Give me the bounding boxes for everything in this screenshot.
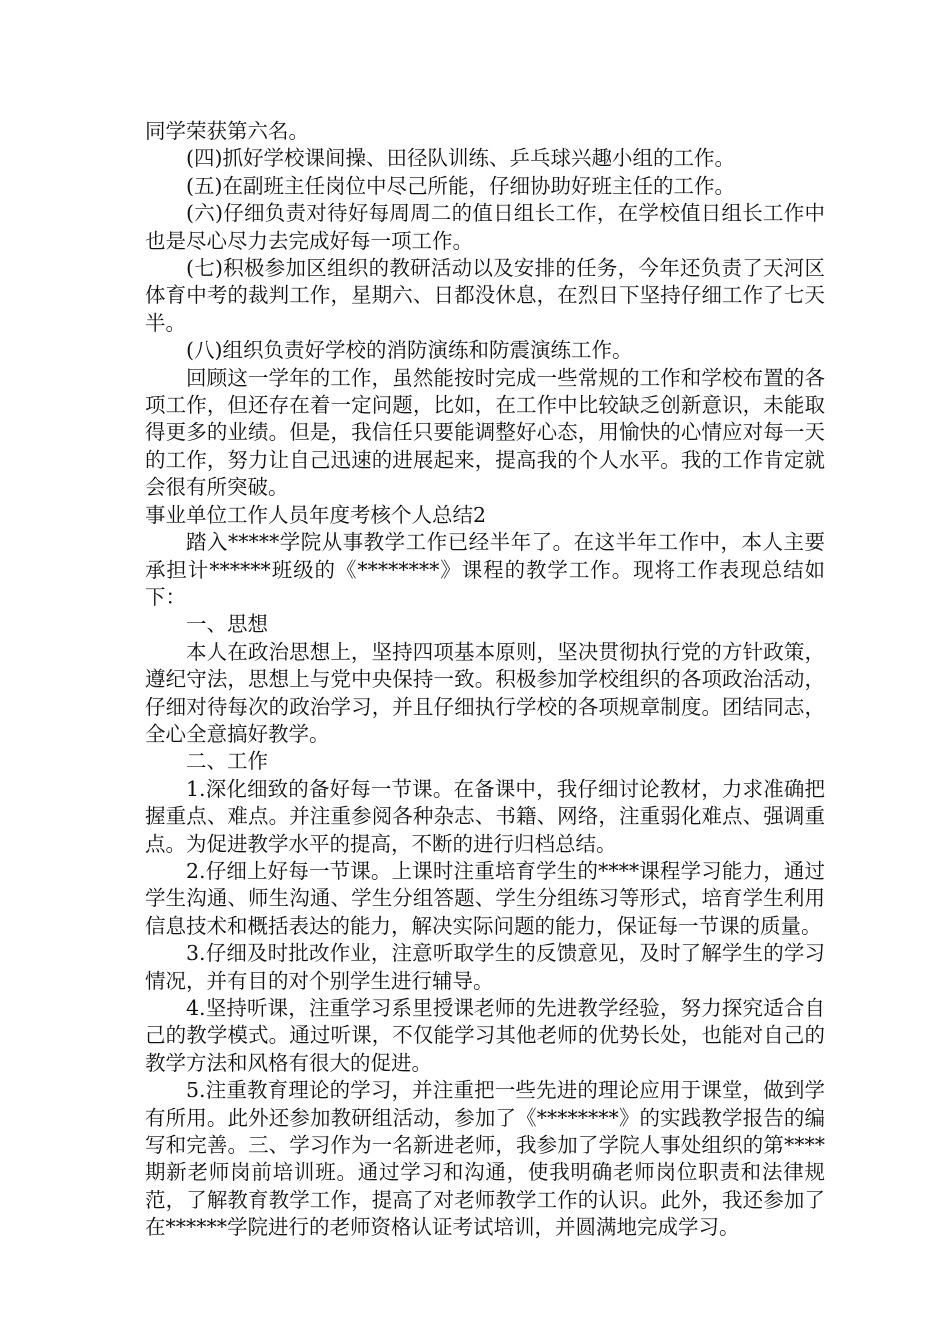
paragraph-6: (八)组织负责好学校的消防演练和防震演练工作。 xyxy=(186,338,633,363)
subheading-work: 二、工作 xyxy=(186,749,268,774)
paragraph-11: 本人在政治思想上，坚持四项基本原则，坚决贯彻执行党的方针政策，遵纪守法，思想上与党中央保持一致。积极参加学校组织的各项政治活动，仔细对待每次的政治学习，并且仔细执行学校的各项规章制度。团结同志，全心全意搞好教学。 xyxy=(145,639,825,746)
paragraph-3: (五)在副班主任岗位中尽己所能，仔细协助好班主任的工作。 xyxy=(186,173,735,198)
section-title: 事业单位工作人员年度考核个人总结2 xyxy=(145,502,487,527)
paragraph-17: 5.注重教育理论的学习，并注重把一些先进的理论应用于课堂，做到学有所用。此外还参加教研组活动，参加了《********》的实践教学报告的编写和完善。三、学习作为一名新进老师，我参加了学院人事处组织的第****期新老师岗前培训班。通过学习和沟通，使我明确老师岗位职责和法律规范，了解教育教学工作，提高了对老师教学工作的认识。此外，我还参加了在******学院进行的老师资格认证考试培训，并圆满地完成学习。 xyxy=(145,1078,825,1240)
paragraph-9: 踏入*****学院从事教学工作已经半年了。在这半年工作中，本人主要承担计******班级的《********》课程的教学工作。现将工作表现总结如下： xyxy=(145,530,825,609)
paragraph-5: (七)积极参加区组织的教研活动以及安排的任务，今年还负责了天河区体育中考的裁判工作，星期六、日都没休息，在烈日下坚持仔细工作了七天半。 xyxy=(145,256,825,335)
document-page xyxy=(145,118,825,1242)
paragraph-7: 回顾这一学年的工作，虽然能按时完成一些常规的工作和学校布置的各项工作，但还存在着一定问题，比如，在工作中比较缺乏创新意识，未能取得更多的业绩。但是，我信任只要能调整好心态，用愉快的心情应对每一天的工作，努力让自己迅速的进展起来，提高我的个人水平。我的工作肯定就会很有所突破。 xyxy=(145,365,825,500)
paragraph-1: 同学荣获第六名。 xyxy=(145,119,309,143)
paragraph-15: 3.仔细及时批改作业，注意听取学生的反馈意见，及时了解学生的学习情况，并有目的对个别学生进行辅导。 xyxy=(145,941,825,993)
paragraph-4: (六)仔细负责对待好每周周二的值日组长工作，在学校值日组长工作中也是尽心尽力去完成好每一项工作。 xyxy=(145,201,825,253)
paragraph-16: 4.坚持听课，注重学习系里授课老师的先进教学经验，努力探究适合自己的教学模式。通过听课，不仅能学习其他老师的优势长处，也能对自己的教学方法和风格有很大的促进。 xyxy=(145,996,825,1075)
paragraph-14: 2.仔细上好每一节课。上课时注重培育学生的****课程学习能力，通过学生沟通、师生沟通、学生分组答题、学生分组练习等形式，培育学生利用信息技术和概括表达的能力，解决实际问题的能力，保证每一节课的质量。 xyxy=(145,858,825,938)
paragraph-13: 1.深化细致的备好每一节课。在备课中，我仔细讨论教材，力求准确把握重点、难点。并注重参阅各种杂志、书籍、网络，注重弱化难点、强调重点。为促进教学水平的提高，不断的进行归档总结。 xyxy=(145,776,825,856)
paragraph-2: (四)抓好学校课间操、田径队训练、乒乓球兴趣小组的工作。 xyxy=(186,146,735,171)
subheading-thought: 一、思想 xyxy=(186,612,268,637)
